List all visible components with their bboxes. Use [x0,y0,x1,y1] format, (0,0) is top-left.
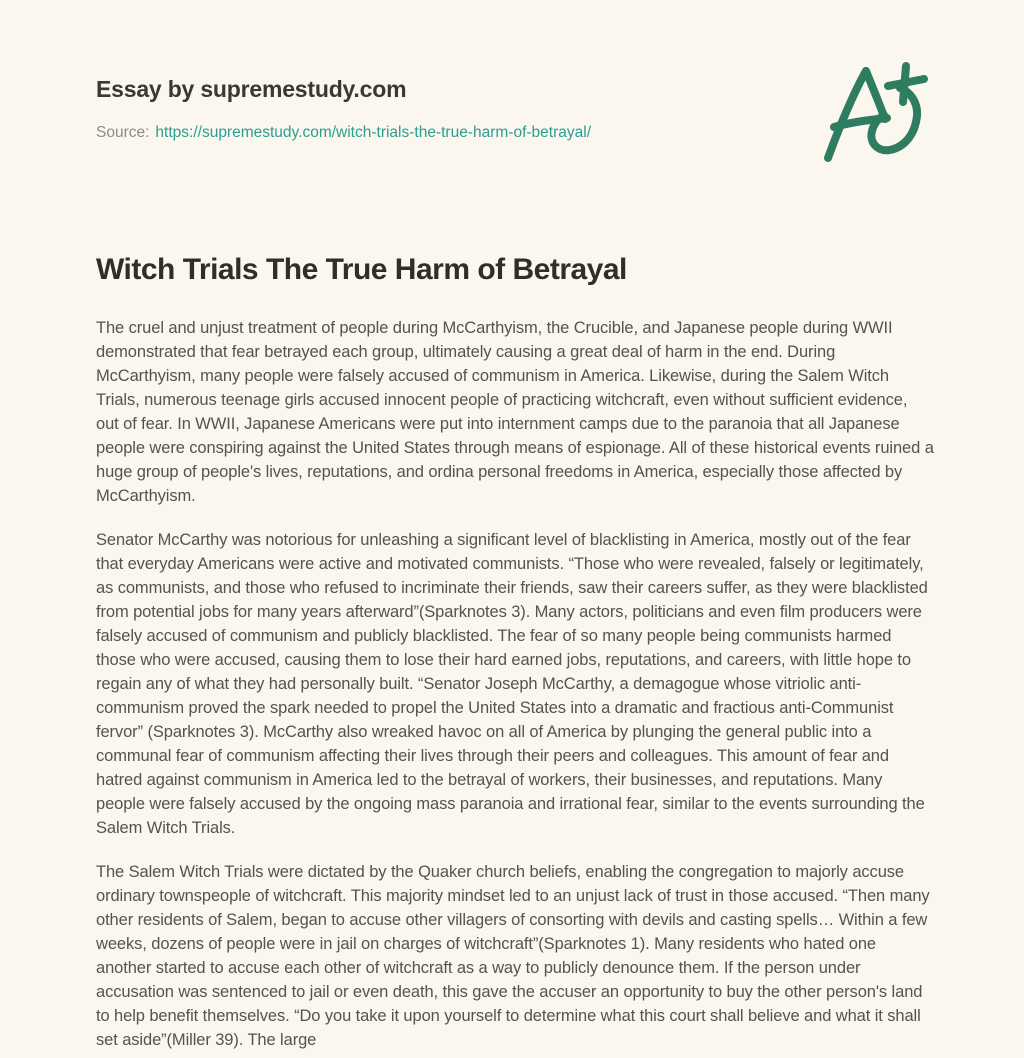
source-label: Source: [96,124,150,141]
source-line [96,124,591,142]
source-link[interactable]: https://supremestudy.com/witch-trials-the-true-harm-of-betrayal/ [155,124,591,141]
a-plus-logo-icon [814,58,934,170]
essay-paragraph-3: The Salem Witch Trials were dictated by the Quaker church beliefs, enabling the congregation to majorly accuse ordinary townspeople of witchcraft. This majority mindset led to an unjust lack of trust in those accused. “Then many other residents of Salem, began to accuse other villagers of consorting with devils and casting spells… Within a few weeks, dozens of people were in jail on charges of witchcraft”(Sparknotes 1). Many residents who hated one another started to accuse each other of witchcraft as a way to publicly denounce them. If the person under accusation was sentenced to jail or even death, this gave the accuser an opportunity to buy the other person's land to help benefit themselves. “Do you take it upon yourself to determine what this court shall believe and what it shall set aside”(Miller 39). The large [96,863,930,1049]
site-title: Essay by supremestudy.com [96,76,407,102]
essay-body [96,316,934,1058]
essay-paragraph-1: The cruel and unjust treatment of people during McCarthyism, the Crucible, and Japanese people during WWII demonstrated that fear betrayed each group, ultimately causing a great deal of harm in the end. During McCarthyism, many people were falsely accused of communism in America. Likewise, during the Salem Witch Trials, numerous teenage girls accused innocent people of practicing witchcraft, even without sufficient evidence, out of fear. In WWII, Japanese Americans were put into internment camps due to the paranoia that all Japanese people were conspiring against the United States through means of espionage. All of these historical events ruined a huge group of people's lives, reputations, and ordina personal freedoms in America, especially those affected by McCarthyism. [96,319,934,505]
essay-paragraph-2: Senator McCarthy was notorious for unleashing a significant level of blacklisting in America, mostly out of the fear that everyday Americans were active and motivated communists. “Those who were revealed, falsely or legitimately, as communists, and those who refused to incriminate their friends, saw their careers suffer, as they were blacklisted from potential jobs for many years afterward”(Sparknotes 3). Many actors, politicians and even film producers were falsely accused of communism and publicly blacklisted. The fear of so many people being communists harmed those who were accused, causing them to lose their hard earned jobs, reputations, and careers, with little hope to regain any of what they had personally built. “Senator Joseph McCarthy, a demagogue whose vitriolic anti-communism proved the spark needed to propel the United States into a dramatic and fractious anti-Communist fervor” (Sparknotes 3). McCarthy also wreaked havoc on all of America by plunging the general public into a communal fear of communism affecting their lives through their peers and colleagues. This amount of fear and hatred against communism in America led to the betrayal of workers, their businesses, and reputations. Many people were falsely accused by the ongoing mass paranoia and irrational fear, similar to the events surrounding the Salem Witch Trials. [96,531,928,837]
essay-title: Witch Trials The True Harm of Betrayal [96,253,627,286]
